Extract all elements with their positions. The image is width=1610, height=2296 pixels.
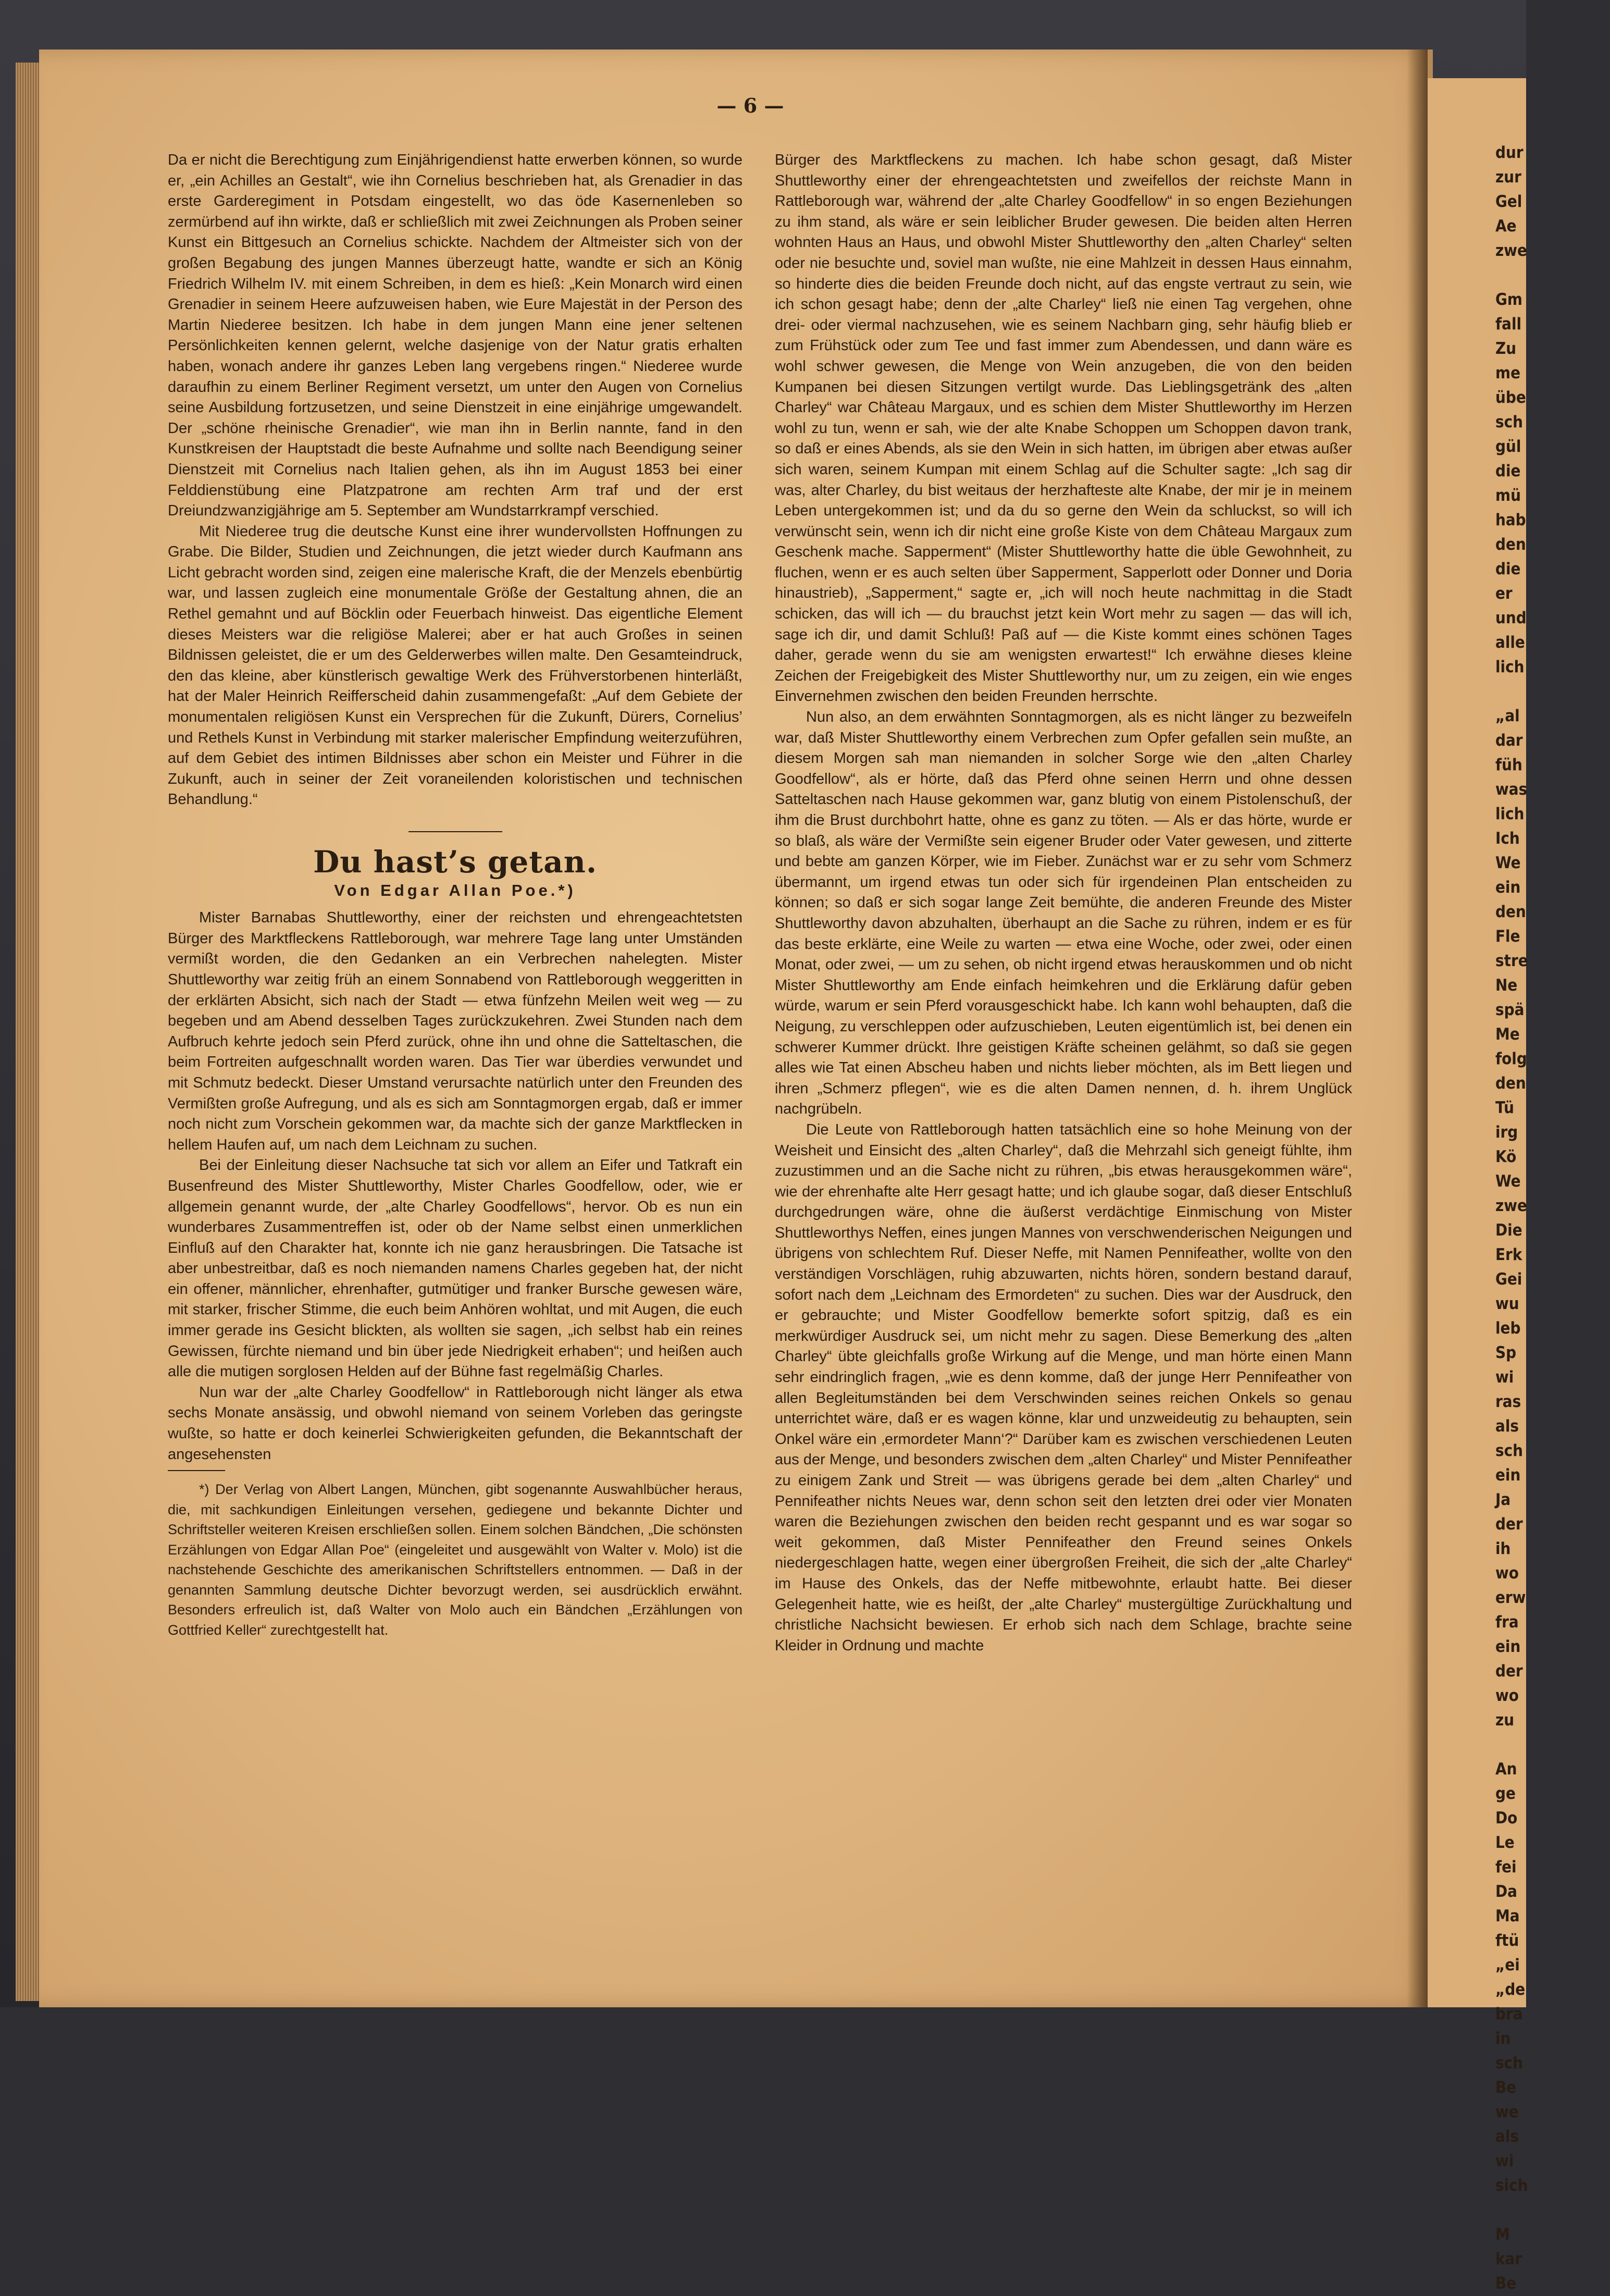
story-paragraph: Bürger des Marktfleckens zu machen. Ich habe schon gesagt, daß Mister Shuttleworthy einer der ehrengeachtetsten und zweifellos der reichste Mann in Rattleborough war, während der „alte Charley Goodfellow“ in so engen Beziehungen zu ihm stand, als wäre er sein leiblicher Bruder gewesen. Die beiden alten Herren wohnten Haus an Haus, und obwohl Mister Shuttleworthy den „alten Charley“ selten oder nie besuchte und, soviel man wußte, nie eine Mahlzeit in dessen Haus einnahm, so hinderte dies die beiden Freunde doch nicht, auf das engste vertraut zu sein, wie ich schon gesagt habe; denn der „alte Charley“ ließ nie einen Tag vergehen, ohne drei- oder viermal nachzusehen, wie es seinem Nachbarn ging, sehr häufig blieb er zum Frühstück oder zum Tee und fast immer zum Abendessen, und dann wäre es wohl schwer gewesen, die Menge von Wein anzugeben, die von den beiden Kumpanen bei diesen Sitzungen vertilgt wurde. Das Lieblingsgetränk des „alten Charley“ war Château Margaux, und es schien dem Mister Shuttleworthy im Herzen wohl zu tun, wenn er sah, wie der alte Knabe Schoppen um Schoppen davon trank, so daß er eines Abends, als sie den Wein in sich hatten, im übrigen aber etwas außer sich waren, seinem Kumpan mit einem Schlag auf die Schulter sagte: „Ich sag dir was, alter Charley, du bist weitaus der herzhafteste alte Knabe, der mir je in meinem Leben untergekommen ist; und da du so gerne den Wein da schluckst, so will ich verwünscht sein, wenn ich dir nicht eine große Kiste von dem Château Margaux zum Geschenk mache. Sapperment“ (Mister Shuttleworthy hatte die üble Gewohnheit, zu fluchen, wenn er es auch selten über Sapperment, Sapperlott oder Donner und Doria hinaustrieb), „Sapperment,“ sagte er, „ich will noch heute nachmittag in die Stadt schicken, das will ich — du brauchst jetzt kein Wort mehr zu sagen — das will ich, sage ich dir, und damit Schluß! Paß auf — die Kiste kommt eines schönen Tages daher, gerade wenn du sie am wenigsten erwartest!“ Ich erwähne dieses kleine Zeichen der Freigebigkeit des Mister Shuttleworthy nur, um zu zeigen, ein wie enges Einvernehmen zwischen den beiden Freunden herrschte. [775,152,1352,705]
story-paragraph: Bei der Einleitung dieser Nachsuche tat sich vor allem an Eifer und Tatkraft ein Busenfreund des Mister Shuttleworthy, Mister Charles Goodfellow, oder, wie er allgemein genannt wurde, der „alte Charley Goodfellows“, hervor. Ob es nun ein wunderbares Zusammentreffen ist, oder ob der Name selbst einen unmerklichen Einfluß auf den Charakter hat, konnte ich nie ganz herausbringen. Die Tatsache ist aber unbestreitbar, daß es noch niemanden namens Charles gegeben hat, der nicht ein offener, männlicher, ehrenhafter, gutmütiger und franker Bursche gewesen wäre, mit starker, frischer Stimme, die euch beim Anhören wohltat, und mit Augen, die euch immer gerade ins Gesicht blickten, als wollten sie sagen, „ich selbst hab ein reines Gewissen, fürchte niemand und bin über jede Niedrigkeit erhaben“; und heißen auch alle die mutigen sorglosen Helden auf der Bühne fast regelmäßig Charles. [168,1157,742,1380]
facing-page-line: An [1495,1760,1517,1779]
facing-page-line: Do [1495,1809,1518,1828]
facing-page-line: dur [1495,143,1524,162]
facing-page-line: lich [1495,658,1525,676]
facing-page-line: wo [1495,1686,1519,1705]
facing-page-line: den [1495,1074,1526,1093]
facing-page-fragment [1428,78,1528,2293]
facing-page-line: wo [1495,1564,1519,1583]
facing-page-line: „al [1495,707,1520,725]
footnote-rule [168,1470,225,1471]
facing-page-line: fra [1495,1613,1519,1632]
facing-page-line: Gel [1495,192,1522,211]
facing-page-line: spä [1495,1001,1525,1019]
facing-page-line: den [1495,903,1526,921]
facing-page-line [1495,263,1610,288]
article-author: Von Edgar Allan Poe.*) [334,881,576,899]
facing-page-line: Ja [1495,1490,1511,1509]
facing-page-line: er [1495,584,1513,603]
facing-page-line: ftü [1495,1931,1519,1950]
facing-page-line: Ich [1495,829,1520,848]
facing-page-line: sch [1495,413,1523,431]
facing-page-line: sich [1495,2176,1528,2195]
facing-page-line: hab [1495,511,1526,529]
facing-page-line: der [1495,1515,1523,1534]
facing-page-line: Be [1495,2274,1517,2293]
facing-page-line: Ne [1495,976,1518,995]
facing-page-line: fei [1495,1858,1517,1877]
facing-page-line: Tü [1495,1098,1514,1117]
facing-page-line: Ma [1495,1907,1520,1925]
left-column [168,150,742,1640]
facing-page-line: wu [1495,1294,1519,1313]
facing-page-line: in [1495,2029,1511,2048]
story-paragraph: Nun war der „alte Charley Goodfellow“ in Rattleborough nicht länger als etwa sechs Monate ansässig, und obwohl niemand von seinem Vorleben das geringste wußte, so hatte er doch keinerlei Schwierigkeiten gefunden, die Bekanntschaft der angesehensten [168,1384,742,1463]
facing-page-line: „de [1495,1980,1526,1999]
facing-page-line: zwe [1495,241,1527,260]
facing-page-line: me [1495,364,1520,382]
facing-page-line: erw [1495,1588,1526,1607]
facing-page-line: „ei [1495,1956,1520,1974]
facing-page-line: die [1495,560,1521,578]
facing-page-line [1495,680,1610,704]
facing-page-line: Zu [1495,339,1517,358]
right-column [775,150,1352,1656]
facing-page-line: sch [1495,2054,1523,2072]
facing-page-line: Fle [1495,927,1520,946]
story-paragraph: Die Leute von Rattleborough hatten tatsächlich eine so hohe Meinung von der Weisheit und Einsicht des „alten Charley“, daß die Mehrzahl sich geneigt fühlte, ihm zuzustimmen und an die Sache nicht zu rühren, „bis etwas herausgekommen wäre“, wie der ehrenhafte alte Herr gesagt hatte; und ich glaube sogar, daß dieser Entschluß durchgedrungen wäre, ohne die äußerst verdächtige Einmischung von Mister Shuttleworthys Neffen, eines jungen Mannes von verschwenderischen Neigungen und übrigens von schlechtem Ruf. Dieser Neffe, mit Namen Pennifeather, wollte von den verständigen Vorschlägen, ruhig abzuwarten, nichts hören, sondern bestand darauf, sofort nach dem „Leichnam des Ermordeten“ zu suchen. Dies war der Ausdruck, den er gebrauchte; und Mister Goodfellow bemerkte sofort spitzig, daß es ein merkwürdiger Ausdruck sei, um nicht mehr zu sagen. Diese Bemerkung des „alten Charley“ übte gleichfalls große Wirkung auf die Menge, und man hörte einen Mann sehr eindringlich fragen, „wie es denn komme, daß der junge Herr Pennifeather von allen Begleitumständen bei dem Verschwinden seines reichen Onkels so genau unterrichtet wäre, daß er es wagen könne, klar und unzweideutig zu behaupten, sein Onkel wäre ein ‚ermordeter Mann‘?“ Darüber kam es zwischen verschiedenen Leuten aus der Menge, und besonders zwischen dem „alten Charley“ und Mister Pennifeather zu einigem Zank und Streit — was übrigens gerade bei dem „alten Charley“ und Pennifeather nichts Neues war, denn schon seit den letzten drei oder vier Monaten waren die Beziehungen zwischen den beiden recht gespannt und es war sogar so weit gekommen, daß Mister Pennifeather den Freund seines Onkels niedergeschlagen hatte, wegen einer übergroßen Freiheit, die sich der „alte Charley“ im Hause des Onkels, das der Neffe mitbewohnte, erlaubt hatte. Bei dieser Gelegenheit hatte, wie es heißt, der „alte Charley“ mustergültige Zurückhaltung und christliche Nachsicht bewiesen. Er erhob sich nach dem Schlage, brachte seine Kleider in Ordnung und machte [775,1121,1352,1654]
facing-page-line: als [1495,1417,1519,1436]
section-divider [408,831,502,832]
facing-page-line: Da [1495,1882,1517,1901]
facing-page-line: stre [1495,952,1528,970]
facing-page-line: gül [1495,437,1521,456]
facing-page-line: die [1495,462,1521,480]
facing-page-line: Be [1495,2078,1517,2097]
facing-page-line: wi [1495,2152,1514,2170]
facing-page-line: füh [1495,756,1522,774]
facing-page-line: alle [1495,633,1525,652]
facing-page-line: zwe [1495,1196,1527,1215]
facing-page-line: übe [1495,388,1526,407]
facing-page-line: irg [1495,1123,1518,1142]
intro-paragraph: Mit Niederee trug die deutsche Kunst eine ihrer wundervollsten Hoffnungen zu Grabe. Die Bilder, Studien und Zeichnungen, die jetzt wieder durch Kaufmann ans Licht gebracht worden sind, zeigen eine malerische Kraft, die der Menzels ebenbürtig war, und lassen zugleich eine monumentale Größe der Gestaltung ahnen, die an Rethel gemahnt und auf Böcklin oder Feuerbach hinweist. Das eigentliche Element dieses Meisters war die religiöse Malerei; aber er hat auch Großes in seinen Bildnissen geleistet, die er um des Gelderwerbes willen malte. Den Gesamteindruck, den das kleine, aber künstlerisch gewaltige Werk des Frühverstorbenen hinterläßt, hat der Maler Heinrich Reifferscheid dahin zusammengefaßt: „Auf dem Gebiete der monumentalen religiösen Kunst ein Versprechen für die Zukunft, Dürers, Cornelius’ und Rethels Kunst in Verbindung mit starker malerischer Empfindung weiterzuführen, auf dem Gebiet des intimen Bildnisses aber schon ein Meister und Führer in die Zukunft, auch in seiner der Zeit voraneilenden koloristischen und technischen Behandlung.“ [168,523,742,808]
facing-page-line: Le [1495,1833,1515,1852]
facing-page-line: Ae [1495,217,1517,236]
facing-page-line [1495,1733,1610,1757]
footnote: *) Der Verlag von Albert Langen, München, gibt sogenannte Auswahlbücher heraus, die, mit sachkundigen Einleitungen versehen, gediegene und bekannte Dichter und Schriftsteller weiteren Kreisen erschließen sollen. Einem solchen Bändchen, „Die schönsten Erzählungen von Edgar Allan Poe“ (eingeleitet und ausgewählt von Walter v. Molo) ist die nachstehende Geschichte des amerikanischen Schriftstellers entnommen. — Daß in der genannten Sammlung deutsche Dichter bevorzugt werden, sei ausdrücklich erwähnt. Besonders erfreulich ist, daß Walter von Molo auch ein Bändchen „Erzählungen von Gottfried Keller“ zurechtgestellt hat. [168,1482,742,1638]
facing-page-line: kar [1495,2250,1522,2268]
facing-page-line: Kö [1495,1147,1517,1166]
facing-page-line: Me [1495,1025,1520,1044]
facing-page-line: Gei [1495,1270,1522,1289]
facing-page-line: als [1495,2127,1519,2146]
facing-page-line: ein [1495,878,1521,897]
facing-page-line [1495,2198,1610,2223]
facing-page-line: ge [1495,1784,1516,1803]
facing-page-line: bra [1495,2005,1523,2023]
facing-page-line: wi [1495,1368,1514,1387]
facing-page-line: sch [1495,1441,1523,1460]
facing-page-line: We [1495,854,1521,872]
facing-page-line: fall [1495,315,1522,334]
facing-page-line: Erk [1495,1245,1522,1264]
facing-page-line: und [1495,609,1527,627]
facing-page-line: Die [1495,1221,1522,1240]
facing-page-line: ras [1495,1392,1521,1411]
facing-page-line: was [1495,780,1528,799]
story-paragraph: Nun also, an dem erwähnten Sonntagmorgen, als es nicht länger zu bezweifeln war, daß Mister Shuttleworthy einem Verbrechen zum Opfer gefallen sein mußte, an diesem Morgen sah man niemanden in solcher Sorge wie den „alten Charley Goodfellow“, als er hörte, daß das Pferd ohne seinen Herrn und ohne dessen Satteltaschen nach Hause gekommen war, ganz blutig von einem Pistolenschuß, der ihm die Brust durchbohrt hatte, ohne es ganz zu töten. — Als er das hörte, wurde er so blaß, als wäre der Vermißte sein eigener Bruder oder Vater gewesen, und zitterte und bebte am ganzen Körper, wie im Fieber. Zunächst war er zu sehr vom Schmerz übermannt, um irgend etwas tun oder sich für irgendeinen Plan entscheiden zu können; so daß er sich sogar lange Zeit bemühte, die anderen Freunde des Mister Shuttleworthy davon abzuhalten, überhaupt an die Sache zu rühren, indem er es für das beste erklärte, eine Weile zu warten — etwa eine Woche, oder zwei, oder einen Monat, oder zwei, — um zu sehen, ob nicht irgend etwas herauskommen und ob nicht Mister Shuttleworthy am Ende einfach heimkehren und die Erklärung dafür geben würde, warum er sein Pferd vorausgeschickt habe. Ich kann wohl behaupten, daß die Neigung, zu verschleppen oder aufzuschieben, Leuten eigentümlich ist, bei denen ein schwerer Kummer drückt. Ihre geistigen Kräfte scheinen gelähmt, so daß sie gegen alles wie Tat einen Abscheu haben und nichts lieber möchten, als im Bett liegen und ihren „Schmerz pflegen“, wie es die alten Damen nennen, d. h. ihrem Unglück nachgrübeln. [775,709,1352,1118]
facing-page-text [1495,141,1610,2296]
facing-page-line: Sp [1495,1343,1517,1362]
facing-page-line: der [1495,1662,1523,1681]
facing-page-line: folg [1495,1050,1527,1068]
facing-page-line: M [1495,2225,1510,2244]
page-number: — 6 — [716,94,784,117]
facing-page-line: ein [1495,1466,1521,1485]
facing-page-line: zur [1495,168,1521,187]
facing-page-line: den [1495,535,1526,554]
story-paragraph: Mister Barnabas Shuttleworthy, einer der reichsten und ehrengeachtetsten Bürger des Marktfleckens Rattleborough, war mehrere Tage lang unter Umständen vermißt worden, die den Gedanken an ein Verbrechen nahelegten. Mister Shuttleworthy war zeitig früh an einem Sonnabend von Rattleborough weggeritten in der erklärten Absicht, sich nach der Stadt — etwa fünfzehn Meilen weit weg — zu begeben und am Abend desselben Tages zurückzukehren. Zwei Stunden nach dem Aufbruch kehrte jedoch sein Pferd zurück, ohne ihn und ohne die Satteltaschen, die beim Fortreiten aufgeschnallt worden waren. Das Tier war überdies verwundet und mit Schmutz bedeckt. Dieser Umstand verursachte natürlich unter den Freunden des Vermißten große Aufregung, und als es sich am Sonntagmorgen ergab, daß er immer noch nicht zum Vorschein gekommen war, da machte sich der ganze Marktflecken in hellem Haufen auf, um nach dem Leichnam zu suchen. [168,909,742,1153]
binding-gutter [1407,50,1428,2007]
facing-page-line: We [1495,1172,1521,1191]
facing-page-line: leb [1495,1319,1521,1338]
facing-page-line: we [1495,2103,1519,2121]
facing-page-line: lich [1495,805,1525,823]
intro-paragraph: Da er nicht die Berechtigung zum Einjährigendienst hatte erwerben können, so wurde er, „ein Achilles an Gestalt“, wie ihn Cornelius beschrieben hat, als Grenadier in das erste Garderegiment in Potsdam eingestellt, wo das öde Kasernenleben so zermürbend auf ihn wirkte, daß er schließlich mit zwei Zeichnungen als Proben seiner Kunst ein Bittgesuch an Cornelius schickte. Nachdem der Altmeister sich von der großen Begabung des jungen Mannes überzeugt hatte, wandte er sich an König Friedrich Wilhelm IV. mit einem Schreiben, in dem es hieß: „Kein Monarch wird einen Grenadier in seinem Heere aufzuweisen haben, wie Eure Majestät in der Person des Martin Niederee besitzen. Ich habe in dem jungen Mann eine jener seltenen Persönlichkeiten kennen gelernt, welche dasjenige von der Natur gratis erhalten haben, wonach andere ihr ganzes Leben lang vergebens ringen.“ Niederee wurde daraufhin zu einem Berliner Regiment versetzt, um unter den Augen von Cornelius seine Ausbildung fortzusetzen, und seine Dienstzeit in eine einjährige umgewandelt. Der „schöne rheinische Grenadier“, wie man ihn in Berlin nannte, fand in den Kunstkreisen der Hauptstadt die beste Aufnahme und sollte nach Beendigung seiner Dienstzeit mit Cornelius nach Italien gehen, als ihn im August 1853 bei einer Felddienstübung eine Platzpatrone am rechten Arm traf und der erst Dreiundzwanzigjährige am 5. September am Wundstarrkrampf verschied. [168,152,742,520]
facing-page-line: ih [1495,1539,1511,1558]
facing-page-line: Gm [1495,290,1522,309]
facing-page-line: ein [1495,1637,1521,1656]
stacked-page-edges [16,63,39,2001]
facing-page-line: dar [1495,731,1523,750]
article-title: Du hast’s getan. [313,844,598,880]
facing-page-line: mü [1495,486,1521,505]
facing-page-line: zu [1495,1711,1515,1730]
